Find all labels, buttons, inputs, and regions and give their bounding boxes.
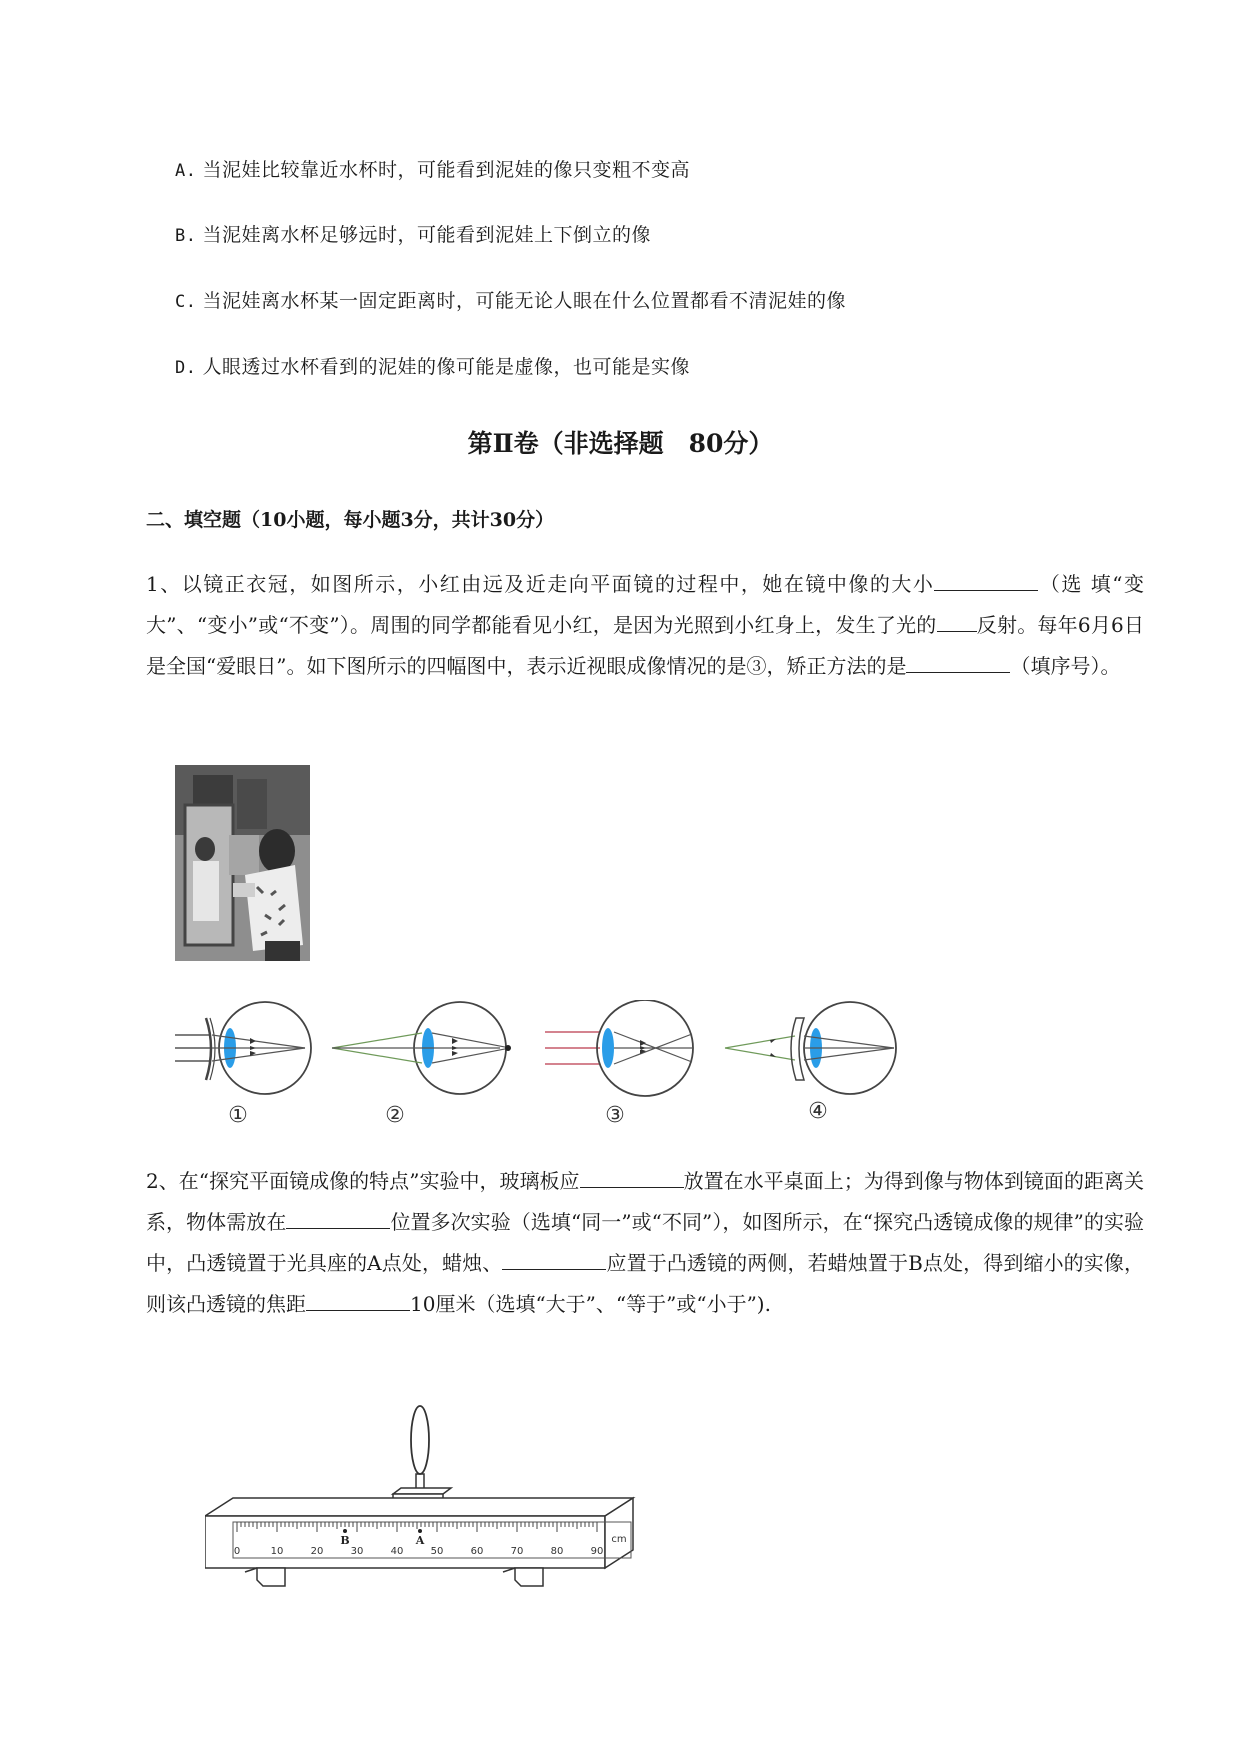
question-1 (146, 564, 1144, 687)
option-label: B. (175, 226, 197, 246)
q2-blank-4[interactable] (306, 1289, 410, 1311)
eye-diagram-3 (545, 1000, 693, 1096)
q2-text-4: 应置于凸透镜的两侧，若蜡烛置于B点处，得到缩小的实像，则该凸透镜的焦距 (146, 1251, 1144, 1316)
question-2 (146, 1161, 1144, 1325)
option-text: 当泥娃离水杯某一固定距离时，可能无论人眼在什么位置都看不清泥娃的像 (202, 290, 846, 312)
q2-text-2: 放置在水平桌面上；为得到像与物体到镜面的距离关系，物体需放在 (146, 1169, 1144, 1234)
q1-text-3: 反射。每年6月6日是全国“爱眼日”。如下图所示的四幅图中，表示近视眼成像情况的是③，矫正方法的是 (146, 613, 1144, 678)
q2-text-5: 10厘米（选填“大于”、“等于”或“小于”). (410, 1292, 771, 1316)
option-b (175, 220, 651, 247)
ruler-tick-label: 60 (470, 1546, 484, 1557)
option-label: A. (175, 161, 197, 181)
q2-blank-2[interactable] (286, 1207, 390, 1229)
eye-diagram-2 (332, 1002, 511, 1094)
option-d (175, 352, 690, 379)
mirror-photo (175, 765, 310, 961)
ruler-unit: cm (611, 1534, 627, 1545)
ruler-tick-label: 90 (590, 1546, 604, 1557)
option-c (175, 286, 846, 313)
eye-label-1: ① (228, 1103, 248, 1128)
ruler-tick-label: 50 (430, 1546, 444, 1557)
option-text: 当泥娃离水杯足够远时，可能看到泥娃上下倒立的像 (202, 224, 651, 246)
q1-text-4: （填序号）。 (1010, 654, 1121, 678)
q1-blank-1[interactable] (934, 569, 1038, 591)
eye-label-2: ② (385, 1103, 405, 1128)
eye-label-4: ④ (808, 1099, 828, 1124)
section-title: 第Ⅱ卷（非选择题 80分） (467, 429, 774, 458)
ruler-tick-label: 20 (310, 1546, 324, 1557)
ruler-tick-label: 10 (270, 1546, 284, 1557)
q2-blank-1[interactable] (580, 1166, 684, 1188)
option-label: D. (175, 358, 197, 378)
eye-diagram-1 (175, 1002, 311, 1094)
option-text: 当泥娃比较靠近水杯时，可能看到泥娃的像只变粗不变高 (202, 159, 690, 181)
eye-label-3: ③ (605, 1103, 625, 1128)
q1-blank-3[interactable] (906, 651, 1010, 673)
option-a (175, 155, 690, 182)
point-a-label: A (415, 1534, 425, 1547)
q2-text-1: 2、在“探究平面镜成像的特点”实验中，玻璃板应 (146, 1169, 580, 1193)
q1-text-1: 1、以镜正衣冠，如图所示，小红由远及近走向平面镜的过程中，她在镜中像的大小 (146, 572, 935, 596)
point-b-label: B (340, 1534, 350, 1547)
ruler-tick-label: 70 (510, 1546, 524, 1557)
part-heading: 二、填空题（10小题，每小题3分，共计30分） (146, 509, 555, 531)
ruler-tick-label: 40 (390, 1546, 404, 1557)
q2-blank-3[interactable] (502, 1248, 606, 1270)
option-label: C. (175, 292, 197, 312)
q2-text-3: 位置多次实验（选填“同一”或“不同”），如图所示，在“探究凸透镜成像的规律”的实验中，凸透镜置于光具座的A点处，蜡烛、 (146, 1210, 1144, 1275)
ruler-tick-label: 80 (550, 1546, 564, 1557)
q1-text-2: （选 填“变大”、“变小”或“不变”）。周围的同学都能看见小红，是因为光照到小红身上，发生了光的 (146, 572, 1144, 637)
ruler-tick-label: 0 (233, 1546, 241, 1557)
q1-blank-2[interactable] (937, 610, 977, 632)
eye-diagram-4 (725, 1002, 896, 1094)
ruler-tick-label: 30 (350, 1546, 364, 1557)
optical-bench (205, 1402, 645, 1592)
option-text: 人眼透过水杯看到的泥娃的像可能是虚像，也可能是实像 (202, 356, 690, 378)
eye-diagrams (170, 1000, 910, 1130)
